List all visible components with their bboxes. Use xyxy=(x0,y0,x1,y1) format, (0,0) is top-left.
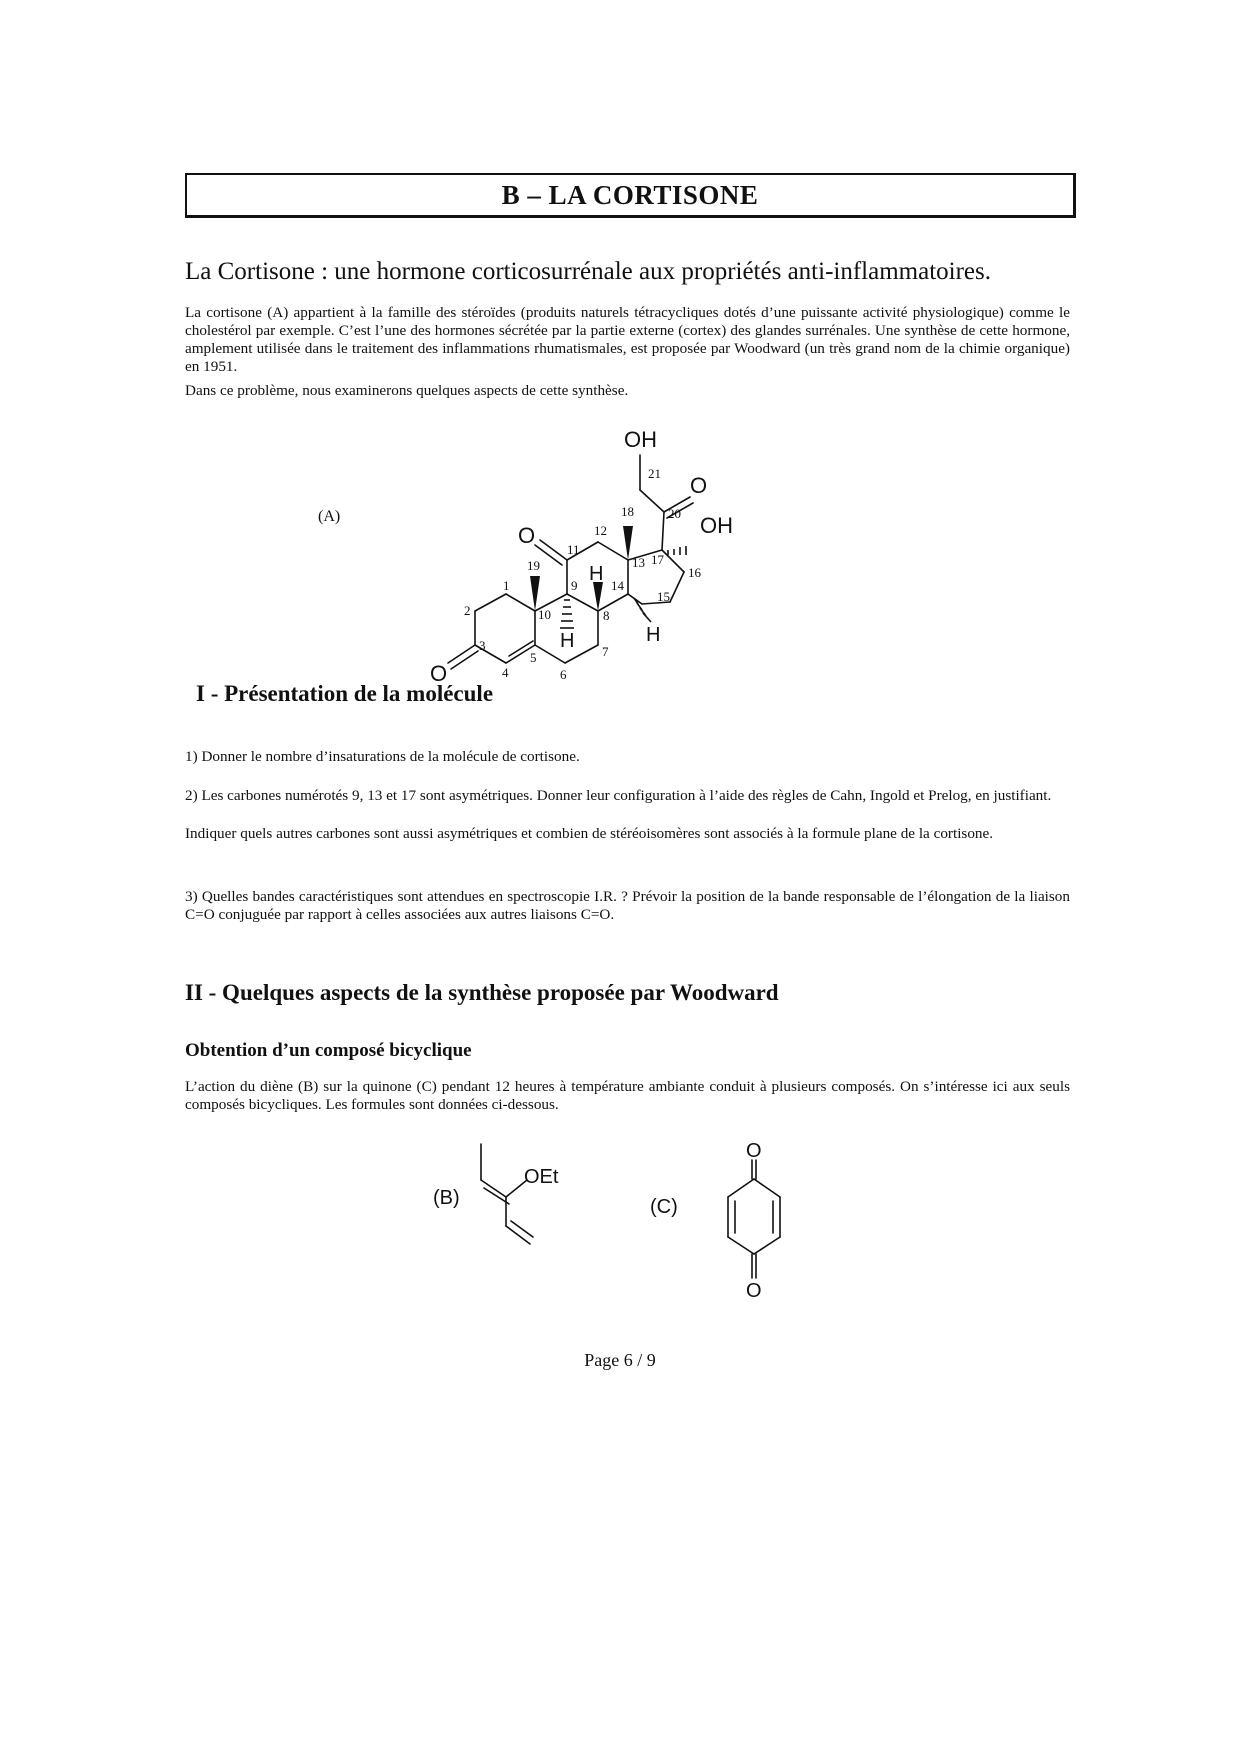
section1-heading: I - Présentation de la molécule xyxy=(196,681,494,706)
quinone-ring-3 xyxy=(728,1237,754,1254)
num-13: 13 xyxy=(632,555,645,570)
section-title: B – LA CORTISONE xyxy=(501,179,759,210)
atom-h-9: H xyxy=(560,630,575,652)
bond-16-15 xyxy=(670,572,684,602)
quinone-ring-1 xyxy=(728,1179,754,1197)
num-18: 18 xyxy=(621,504,634,519)
num-3: 3 xyxy=(479,638,486,653)
question-2b: Indiquer quels autres carbones sont aussi asymétriques et combien de stéréoisomères sont associés à la formule plane de la cortisone. xyxy=(185,825,994,842)
atom-oh-17: OH xyxy=(700,513,733,538)
question-3: 3) Quelles bandes caractéristiques sont attendues en spectroscopie I.R. ? Prévoir la position de la bande responsable de l’élongation de la liaison C=O conjuguée par rapport à celles associées aux autres liaisons C=O. xyxy=(185,888,1070,923)
bond-8-9 xyxy=(567,594,598,611)
question-2a: 2) Les carbones numérotés 9, 13 et 17 sont asymétriques. Donner leur configuration à l’aide des règles de Cahn, Ingold et Prelog, en justifiant. xyxy=(185,787,1052,804)
intro-subtitle: La Cortisone : une hormone corticosurrénale aux propriétés anti-inflammatoires. xyxy=(185,258,991,285)
num-12: 12 xyxy=(594,523,607,538)
bond-11-o xyxy=(540,540,567,560)
num-17: 17 xyxy=(651,552,664,567)
molecule-b-label: (B) xyxy=(433,1187,460,1209)
quinone-ring-4 xyxy=(754,1237,780,1254)
molecule-c-label: (C) xyxy=(650,1196,678,1218)
num-15: 15 xyxy=(657,589,670,604)
atom-h-8: H xyxy=(589,563,604,585)
molecule-b-oet: OEt xyxy=(524,1166,559,1188)
atom-oh-top: OH xyxy=(624,427,657,452)
atom-h-14: H xyxy=(646,624,661,646)
cortisone-structure xyxy=(400,415,780,690)
diene-bond-3 xyxy=(506,1226,530,1244)
num-14: 14 xyxy=(611,578,624,593)
wedge-methyl-19 xyxy=(530,576,540,611)
section2-heading: II - Quelques aspects de la synthèse proposée par Woodward xyxy=(185,980,779,1005)
diene-quinone-structures xyxy=(420,1130,800,1305)
bond-12-13 xyxy=(598,542,628,560)
num-11: 11 xyxy=(567,542,580,557)
atom-o-11: O xyxy=(518,523,536,548)
num-7: 7 xyxy=(602,644,609,659)
intro-paragraph-2: Dans ce problème, nous examinerons quelques aspects de cette synthèse. xyxy=(185,382,629,399)
atom-o-3: O xyxy=(430,661,448,686)
num-4: 4 xyxy=(502,665,509,680)
bond-3-o-double xyxy=(451,651,478,669)
section2-paragraph: L’action du diène (B) sur la quinone (C) pendant 12 heures à température ambiante conduit à plusieurs composés. On s’intéresse ici aux seuls composés bicycliques. Les formules sont données ci-dessous. xyxy=(185,1078,1070,1113)
bond-20-21 xyxy=(640,490,664,512)
num-10: 10 xyxy=(538,607,551,622)
bond-3-o xyxy=(448,645,475,663)
num-19: 19 xyxy=(527,558,540,573)
num-9: 9 xyxy=(571,578,578,593)
wedge-h-8 xyxy=(593,582,603,611)
page-number: Page 6 / 9 xyxy=(584,1350,656,1370)
bond-1-2 xyxy=(475,594,506,611)
num-21: 21 xyxy=(648,466,661,481)
molecule-c-o-bottom: O xyxy=(746,1280,762,1302)
num-6: 6 xyxy=(560,667,567,682)
diene-bond-3-double xyxy=(511,1221,533,1237)
quinone-ring-6 xyxy=(754,1179,780,1197)
section2-subheading: Obtention d’un composé bicyclique xyxy=(185,1040,472,1061)
num-8: 8 xyxy=(603,608,610,623)
num-2: 2 xyxy=(464,603,471,618)
molecule-c-o-top: O xyxy=(746,1140,762,1162)
num-5: 5 xyxy=(530,650,537,665)
intro-paragraph: La cortisone (A) appartient à la famille des stéroïdes (produits naturels tétracycliques dotés d’une puissante activité physiologique) comme le cholestérol par exemple. C’est l’une des hormones sécrétée par la partie externe (cortex) des glandes surrénales. Une synthèse de cette hormone, amplement utilisée dans le traitement des inflammations rhumatismales, est proposée par Woodward (un très grand nom de la chimie organique) en 1951. xyxy=(185,304,1070,375)
molecule-a-label: (A) xyxy=(318,508,341,525)
section-title-box xyxy=(185,173,1076,218)
bond-10-1 xyxy=(506,594,535,611)
atom-o-20: O xyxy=(690,473,708,498)
num-16: 16 xyxy=(688,565,701,580)
bond-17-20 xyxy=(662,512,664,550)
question-1: 1) Donner le nombre d’insaturations de la molécule de cortisone. xyxy=(185,748,580,765)
num-20: 20 xyxy=(668,506,681,521)
num-1: 1 xyxy=(503,578,510,593)
